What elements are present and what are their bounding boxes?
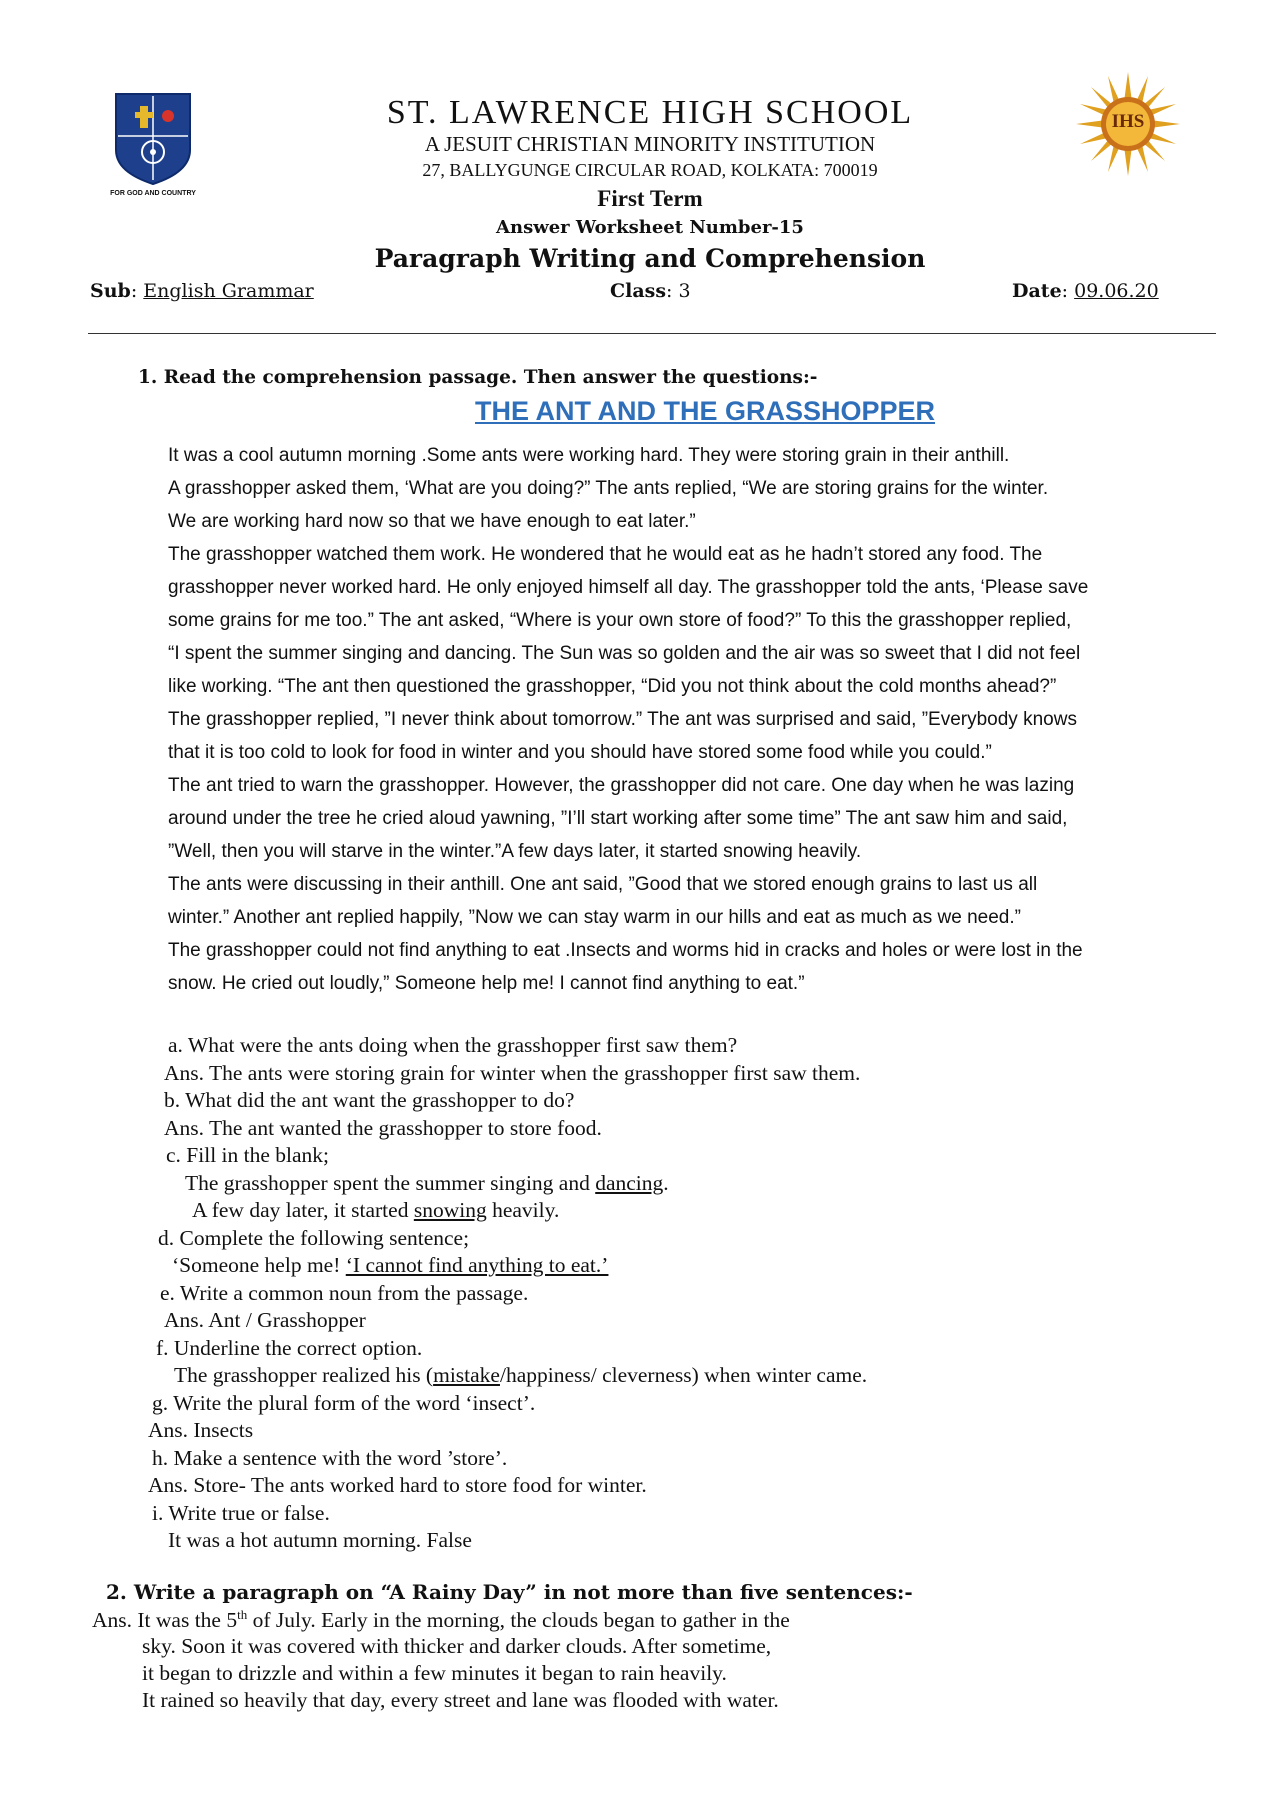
passage-line: A grasshopper asked them, ‘What are you doing?” The ants replied, “We are storing grains for the winter. (168, 478, 1049, 499)
answer-c-line-1-end: . (663, 1171, 669, 1195)
answer-f-choice: mistake (433, 1363, 500, 1387)
date-label: Date (1012, 280, 1062, 302)
paragraph-line-1 (92, 1607, 790, 1633)
question-c: c. Fill in the blank; (166, 1143, 330, 1167)
answer-f (174, 1363, 867, 1388)
class-value: 3 (678, 280, 691, 302)
ordinal-suffix: th (237, 1607, 248, 1622)
story-title: THE ANT AND THE GRASSHOPPER (474, 396, 936, 426)
paragraph-line-1-end: of July. Early in the morning, the clouds began to gather in the (247, 1608, 790, 1633)
answer-f-end: /happiness/ cleverness) when winter came. (499, 1363, 868, 1387)
class-field: Class: 3 (610, 280, 691, 302)
answer-b: Ans. The ant wanted the grasshopper to store food. (164, 1116, 602, 1140)
answer-c-blank-2: snowing (413, 1198, 487, 1222)
passage-line: We are working hard now so that we have enough to eat later.” (168, 511, 696, 532)
passage-line: The ants were discussing in their anthill. One ant said, ”Good that we stored enough grains to last us all (168, 874, 1038, 895)
passage-line: that it is too cold to look for food in winter and you should have stored some food while you could.” (168, 742, 992, 763)
answer-c-line-1 (185, 1171, 669, 1196)
school-name: ST. LAWRENCE HIGH SCHOOL (386, 94, 914, 131)
question-h: h. Make a sentence with the word ’store’. (152, 1446, 508, 1470)
passage-line: The grasshopper watched them work. He wondered that he would eat as he hadn’t stored any food. The (168, 544, 1043, 565)
answer-c-line-2-text: A few day later, it started (192, 1198, 414, 1222)
subject-value: English Grammar (143, 280, 314, 302)
passage-line: The grasshopper replied, ”I never think about tomorrow.” The ant was surprised and said, ”Everybody knows (168, 709, 1077, 730)
answer-c-line-2 (192, 1198, 559, 1223)
passage-line: like working. “The ant then questioned the grasshopper, “Did you not think about the cold months ahead?” (168, 676, 1057, 697)
question-a: a. What were the ants doing when the grasshopper first saw them? (168, 1033, 738, 1057)
date-field: Date: 09.06.20 (1012, 280, 1159, 302)
passage-line: grasshopper never worked hard. He only enjoyed himself all day. The grasshopper told the ants, ‘Please save (168, 577, 1089, 598)
term-label: First Term (597, 186, 703, 211)
paragraph-line-3: it began to drizzle and within a few minutes it began to rain heavily. (142, 1661, 727, 1685)
question-f: f. Underline the correct option. (156, 1336, 423, 1360)
answer-i: It was a hot autumn morning. False (168, 1528, 472, 1552)
passage-line: It was a cool autumn morning .Some ants were working hard. They were storing grain in their anthill. (168, 445, 1010, 466)
question-2-heading: 2. Write a paragraph on “A Rainy Day” in not more than five sentences:- (106, 1580, 913, 1604)
question-b: b. What did the ant want the grasshopper to do? (164, 1088, 575, 1112)
question-g: g. Write the plural form of the word ‘insect’. (152, 1391, 536, 1415)
answer-e: Ans. Ant / Grasshopper (164, 1308, 366, 1332)
school-address: 27, BALLYGUNGE CIRCULAR ROAD, KOLKATA: 700019 (422, 160, 878, 180)
answer-h: Ans. Store- The ants worked hard to store food for winter. (148, 1473, 647, 1497)
subject-label: Sub (90, 280, 131, 302)
class-label: Class (610, 280, 667, 302)
school-subtitle: A JESUIT CHRISTIAN MINORITY INSTITUTION (424, 132, 876, 156)
passage-line: around under the tree he cried aloud yawning, ”I’ll start working after some time” The ant saw him and said, (168, 808, 1068, 829)
passage-line: some grains for me too.” The ant asked, “Where is your own store of food?” To this the grasshopper replied, (168, 610, 1072, 631)
passage-line: The grasshopper could not find anything to eat .Insects and worms hid in cracks and holes or were lost in the (168, 940, 1083, 961)
page-title: Paragraph Writing and Comprehension (374, 244, 926, 273)
answer-g: Ans. Insects (148, 1418, 254, 1442)
header-divider (88, 333, 1216, 334)
passage-line: The ant tried to warn the grasshopper. However, the grasshopper did not care. One day when he was lazing (168, 775, 1075, 796)
passage-line: winter.” Another ant replied happily, ”Now we can stay warm in our hills and eat as much as we need.” (168, 907, 1021, 928)
answer-c-line-2-end: heavily. (486, 1198, 560, 1222)
answer-d-text: ‘Someone help me! (172, 1253, 346, 1277)
comprehension-passage (168, 439, 1228, 1000)
answer-d-blank: ‘I cannot find anything to eat.’ (345, 1253, 609, 1277)
paragraph-line-4: It rained so heavily that day, every street and lane was flooded with water. (142, 1688, 779, 1712)
question-d: d. Complete the following sentence; (158, 1226, 470, 1250)
question-e: e. Write a common noun from the passage. (160, 1281, 529, 1305)
answer-c-blank-1: dancing (595, 1171, 664, 1195)
answer-d (172, 1253, 608, 1278)
crest-motto: FOR GOD AND COUNTRY (110, 190, 196, 197)
question-1-heading: 1. Read the comprehension passage. Then answer the questions:- (138, 367, 818, 388)
paragraph-line-2: sky. Soon it was covered with thicker and darker clouds. After sometime, (142, 1634, 772, 1658)
passage-line: “I spent the summer singing and dancing. The Sun was so golden and the air was so sweet that I did not feel (168, 643, 1081, 664)
ihs-text: IHS (1111, 111, 1145, 132)
answer-f-text: The grasshopper realized his ( (174, 1363, 434, 1387)
date-value: 09.06.20 (1074, 280, 1159, 302)
answer-a: Ans. The ants were storing grain for winter when the grasshopper first saw them. (164, 1061, 861, 1085)
passage-line: snow. He cried out loudly,” Someone help me! I cannot find anything to eat.” (168, 973, 805, 994)
question-i: i. Write true or false. (152, 1501, 330, 1525)
passage-line: ”Well, then you will starve in the winter.”A few days later, it started snowing heavily. (168, 841, 862, 862)
subject-field: Sub: English Grammar (90, 280, 314, 302)
paragraph-line-1-start: Ans. It was the 5 (92, 1608, 238, 1633)
answer-c-line-1-text: The grasshopper spent the summer singing and (185, 1171, 596, 1195)
worksheet-number: Answer Worksheet Number-15 (496, 217, 804, 238)
